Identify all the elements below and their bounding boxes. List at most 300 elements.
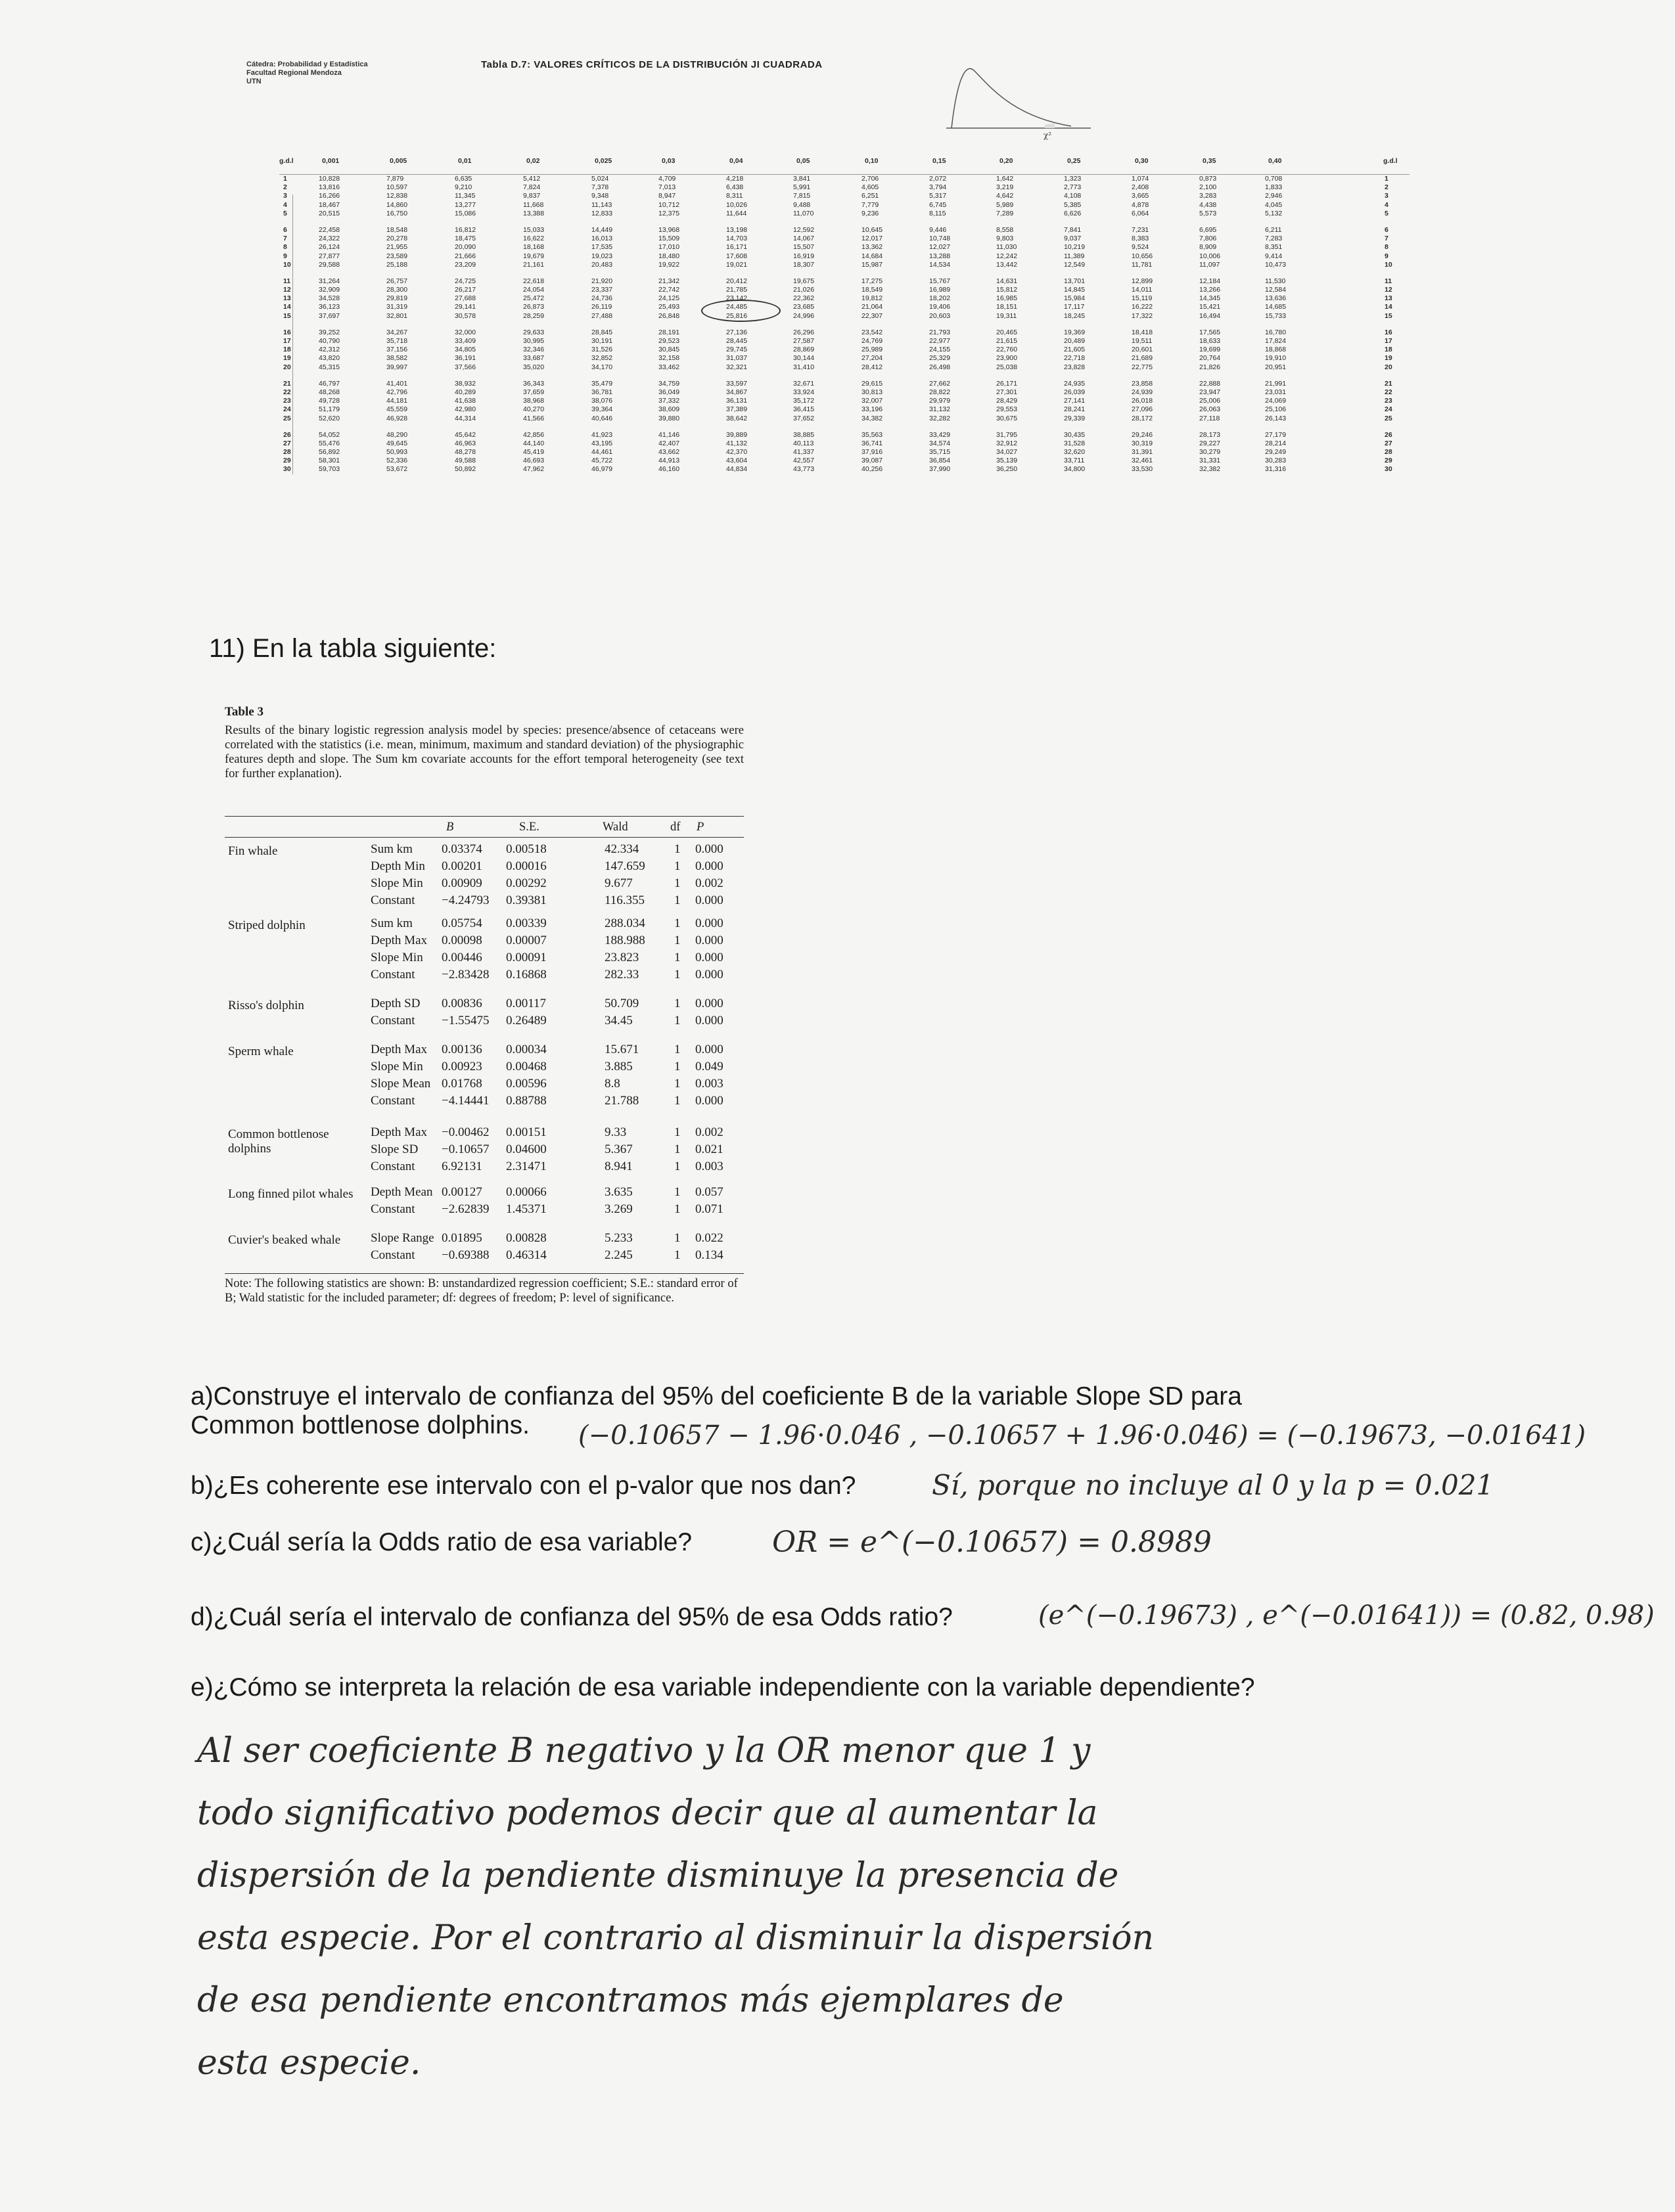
chi-value: 58,301 bbox=[319, 457, 340, 465]
chi-value: 22,618 bbox=[523, 277, 545, 285]
gdl-value: 2 bbox=[283, 183, 287, 192]
chi-value: 20,412 bbox=[726, 277, 748, 285]
chi-value: 36,854 bbox=[929, 457, 951, 465]
alpha-header: 0,01 bbox=[458, 157, 472, 165]
chi-value: 10,006 bbox=[1199, 252, 1221, 260]
chi-value: 52,336 bbox=[386, 457, 408, 465]
gdl-value: 20 bbox=[283, 363, 291, 371]
table3-value: 0.01768 bbox=[442, 1077, 482, 1091]
chi-value: 27,118 bbox=[1199, 414, 1220, 422]
chi-value: 21,666 bbox=[455, 252, 476, 260]
gdl-value-right: 20 bbox=[1385, 363, 1392, 371]
chi-value: 38,932 bbox=[455, 379, 476, 388]
chi-value: 26,757 bbox=[386, 277, 408, 285]
chi-table-row bbox=[279, 337, 1410, 346]
chi-value: 45,642 bbox=[455, 430, 476, 439]
table3-value: 9.33 bbox=[605, 1125, 627, 1139]
chi-value: 54,052 bbox=[319, 430, 340, 439]
chi-value: 12,549 bbox=[1064, 260, 1086, 269]
chi-value: 32,007 bbox=[861, 397, 883, 405]
chi-value: 32,671 bbox=[793, 379, 815, 388]
table3-header-rule bbox=[225, 837, 744, 838]
table3-value: 0.049 bbox=[695, 1060, 723, 1073]
chi-value: 9,803 bbox=[996, 235, 1014, 243]
chi-value: 36,781 bbox=[591, 388, 613, 396]
chi-value: 32,801 bbox=[386, 311, 408, 320]
table3-value: −4.14441 bbox=[442, 1094, 490, 1108]
gdl-value: 11 bbox=[283, 277, 291, 285]
table3-value: 0.021 bbox=[695, 1142, 723, 1156]
chi-table-row bbox=[279, 415, 1410, 423]
table3-value: 1 bbox=[674, 842, 681, 856]
chi-value: 22,362 bbox=[793, 294, 815, 303]
col-p: P bbox=[697, 821, 704, 834]
chi-value: 5,412 bbox=[523, 175, 541, 183]
table3-value: 0.000 bbox=[695, 951, 723, 964]
chi-value: 24,322 bbox=[319, 235, 340, 243]
chi-value: 7,013 bbox=[658, 183, 676, 192]
gdl-value-right: 22 bbox=[1385, 388, 1392, 396]
chi-value: 16,171 bbox=[726, 243, 748, 252]
table3-value: 0.002 bbox=[695, 1125, 723, 1139]
table3-value: 0.00828 bbox=[506, 1231, 547, 1245]
chi-value: 43,604 bbox=[726, 457, 748, 465]
table3-value: 288.034 bbox=[605, 916, 645, 930]
species-name: Common bottlenose dolphins bbox=[228, 1127, 329, 1156]
chi-value: 39,880 bbox=[658, 414, 680, 422]
chi-value: 33,196 bbox=[861, 405, 883, 414]
table3-value: −0.00462 bbox=[442, 1125, 490, 1139]
gdl-value-right: 12 bbox=[1385, 286, 1392, 294]
chi-value: 31,410 bbox=[793, 363, 815, 371]
chi-value: 35,020 bbox=[523, 363, 545, 371]
chi-table-row bbox=[279, 457, 1410, 465]
chi-value: 9,446 bbox=[929, 225, 947, 234]
chi-value: 29,227 bbox=[1199, 439, 1221, 447]
chi-value: 14,067 bbox=[793, 235, 815, 243]
table3-value: 0.000 bbox=[695, 968, 723, 982]
col-wald: Wald bbox=[603, 821, 628, 834]
chi-value: 29,523 bbox=[658, 337, 680, 345]
table3-value: 1 bbox=[674, 1231, 681, 1245]
chi-value: 33,429 bbox=[929, 430, 951, 439]
chi-value: 34,574 bbox=[929, 439, 951, 447]
table3-value: 42.334 bbox=[605, 842, 639, 856]
chi-value: 18,549 bbox=[861, 286, 883, 294]
chi-table-row bbox=[279, 440, 1410, 448]
chi-value: 34,759 bbox=[658, 379, 680, 388]
chi-value: 21,161 bbox=[523, 260, 545, 269]
chi-value: 35,139 bbox=[996, 457, 1018, 465]
alpha-header: 0,15 bbox=[932, 157, 946, 165]
chi-value: 42,856 bbox=[523, 430, 545, 439]
question-a-line2: Common bottlenose dolphins. bbox=[191, 1411, 530, 1439]
gdl-value: 18 bbox=[283, 346, 291, 354]
chi-value: 50,993 bbox=[386, 448, 408, 457]
table3-value: 0.000 bbox=[695, 1043, 723, 1056]
table3-value: 0.00292 bbox=[506, 876, 547, 890]
table3-value: 1 bbox=[674, 1043, 681, 1056]
gdl-value: 6 bbox=[283, 225, 287, 234]
table3-value: 0.134 bbox=[695, 1248, 723, 1262]
chi-value: 32,909 bbox=[319, 286, 340, 294]
chi-value: 36,250 bbox=[996, 465, 1018, 474]
chi-value: 30,144 bbox=[793, 354, 815, 363]
gdl-value: 28 bbox=[283, 448, 291, 457]
chi-value: 21,064 bbox=[861, 303, 883, 311]
chi-value: 29,979 bbox=[929, 397, 951, 405]
chi-value: 13,968 bbox=[658, 225, 680, 234]
chi-value: 19,021 bbox=[726, 260, 748, 269]
chi-value: 42,407 bbox=[658, 439, 680, 447]
alpha-header: 0,025 bbox=[595, 157, 612, 165]
variable-name: Slope Range bbox=[371, 1231, 434, 1245]
variable-name: Sum km bbox=[371, 916, 413, 930]
chi-value: 16,780 bbox=[1265, 328, 1287, 336]
table3-value: 1 bbox=[674, 876, 681, 890]
table3-value: 0.00117 bbox=[506, 997, 547, 1010]
chi-value: 24,939 bbox=[1132, 388, 1153, 396]
chi-value: 29,633 bbox=[523, 328, 545, 336]
chi-value: 48,290 bbox=[386, 430, 408, 439]
chi-value: 55,476 bbox=[319, 439, 340, 447]
variable-name: Depth Max bbox=[371, 1043, 428, 1056]
chi-value: 12,833 bbox=[591, 209, 613, 217]
gdl-value: 10 bbox=[283, 260, 291, 269]
chi-value: 37,389 bbox=[726, 405, 748, 414]
chi-value: 48,278 bbox=[455, 448, 476, 457]
chi-table-row bbox=[279, 380, 1410, 388]
chi-value: 24,769 bbox=[861, 337, 883, 345]
chi-value: 10,656 bbox=[1132, 252, 1153, 260]
table3-value: 1 bbox=[674, 1125, 681, 1139]
chi-value: 8,311 bbox=[726, 192, 743, 200]
chi-value: 17,824 bbox=[1265, 337, 1287, 345]
table3-value: −1.55475 bbox=[442, 1014, 490, 1027]
chi-value: 13,388 bbox=[523, 209, 545, 217]
chi-value: 5,573 bbox=[1199, 209, 1217, 217]
table3-value: 0.000 bbox=[695, 934, 723, 947]
chi-value: 49,588 bbox=[455, 457, 476, 465]
chi-value: 28,445 bbox=[726, 337, 748, 345]
table3-value: 116.355 bbox=[605, 893, 645, 907]
chi-value: 37,566 bbox=[455, 363, 476, 371]
table3-value: 0.05754 bbox=[442, 916, 482, 930]
chi-square-table bbox=[279, 154, 1410, 474]
chi-value: 29,819 bbox=[386, 294, 408, 303]
table3-value: 0.00909 bbox=[442, 876, 482, 890]
alpha-header: 0,005 bbox=[390, 157, 407, 165]
table3-value: 1 bbox=[674, 1160, 681, 1173]
chi-value: 44,181 bbox=[386, 397, 408, 405]
gdl-value-right: 3 bbox=[1385, 192, 1388, 200]
chi-value: 34,867 bbox=[726, 388, 748, 396]
chi-value: 27,688 bbox=[455, 294, 476, 303]
chi-value: 21,955 bbox=[386, 243, 408, 252]
chi-value: 46,797 bbox=[319, 379, 340, 388]
chi-value: 30,845 bbox=[658, 346, 680, 354]
chi-value: 22,760 bbox=[996, 346, 1018, 354]
chi-value: 41,638 bbox=[455, 397, 476, 405]
chi-value: 12,838 bbox=[386, 192, 408, 200]
table3-value: 1 bbox=[674, 968, 681, 982]
chi-value: 41,401 bbox=[386, 379, 408, 388]
chi-value: 11,345 bbox=[455, 192, 476, 200]
chi-value: 44,314 bbox=[455, 414, 476, 422]
answer-b: Sí, porque no incluye al 0 y la p = 0.021 bbox=[932, 1469, 1494, 1501]
chi-value: 37,916 bbox=[861, 448, 883, 457]
chi-value: 18,418 bbox=[1132, 328, 1153, 336]
chi-value: 4,642 bbox=[996, 192, 1014, 200]
table3-value: 0.057 bbox=[695, 1185, 723, 1199]
table3-value: 8.8 bbox=[605, 1077, 620, 1091]
chi-value: 19,910 bbox=[1265, 354, 1287, 363]
chi-table-row bbox=[279, 183, 1410, 192]
table3-value: 0.04600 bbox=[506, 1142, 547, 1156]
table3-value: 0.00201 bbox=[442, 859, 482, 873]
chi-value: 8,947 bbox=[658, 192, 676, 200]
chi-value: 14,631 bbox=[996, 277, 1018, 285]
alpha-header: 0,25 bbox=[1067, 157, 1081, 165]
chi-value: 44,913 bbox=[658, 457, 680, 465]
chi-value: 43,773 bbox=[793, 465, 815, 474]
chi-value: 24,725 bbox=[455, 277, 476, 285]
chi-table-row bbox=[279, 354, 1410, 363]
chi-value: 5,991 bbox=[793, 183, 811, 192]
chi-value: 14,685 bbox=[1265, 303, 1287, 311]
chi-value: 23,031 bbox=[1265, 388, 1287, 396]
gdl-value: 24 bbox=[283, 405, 291, 414]
chi-value: 9,037 bbox=[1064, 235, 1082, 243]
chi-value: 12,017 bbox=[861, 235, 883, 243]
chi-value: 23,858 bbox=[1132, 379, 1153, 388]
chi-value: 40,790 bbox=[319, 337, 340, 345]
gdl-value-right: 5 bbox=[1385, 209, 1388, 217]
chi-value: 18,151 bbox=[996, 303, 1018, 311]
chi-value: 19,511 bbox=[1132, 337, 1153, 345]
chi-value: 18,480 bbox=[658, 252, 680, 260]
species-name: Sperm whale bbox=[228, 1045, 294, 1058]
table3-value: 2.31471 bbox=[506, 1160, 547, 1173]
chi-value: 26,039 bbox=[1064, 388, 1086, 396]
chi-value: 22,977 bbox=[929, 337, 951, 345]
alpha-header: 0,04 bbox=[729, 157, 743, 165]
table3-value: 0.26489 bbox=[506, 1014, 547, 1027]
gdl-value-right: 23 bbox=[1385, 397, 1392, 405]
chi-table-header bbox=[279, 154, 1410, 175]
gdl-value-right: 10 bbox=[1385, 260, 1392, 269]
chi-value: 34,800 bbox=[1064, 465, 1086, 474]
chi-value: 36,343 bbox=[523, 379, 545, 388]
chi-value: 37,156 bbox=[386, 346, 408, 354]
gdl-value-right: 1 bbox=[1385, 175, 1388, 183]
chi-value: 1,323 bbox=[1064, 175, 1082, 183]
alpha-header: 0,30 bbox=[1135, 157, 1149, 165]
species-name: Risso's dolphin bbox=[228, 999, 304, 1012]
chi-value: 29,339 bbox=[1064, 414, 1086, 422]
answer-c: OR = e^(−0.10657) = 0.8989 bbox=[772, 1525, 1212, 1559]
chi-table-row bbox=[279, 346, 1410, 354]
chi-value: 16,222 bbox=[1132, 303, 1153, 311]
chi-value: 13,816 bbox=[319, 183, 340, 192]
chi-value: 28,845 bbox=[591, 328, 613, 336]
chi-value: 43,195 bbox=[591, 439, 613, 447]
chi-value: 7,824 bbox=[523, 183, 541, 192]
table3-value: 6.92131 bbox=[442, 1160, 482, 1173]
chi-value: 30,813 bbox=[861, 388, 883, 396]
gdl-value-right: 30 bbox=[1385, 465, 1392, 474]
chi-value: 1,642 bbox=[996, 175, 1014, 183]
chi-value: 44,140 bbox=[523, 439, 545, 447]
chi-value: 33,597 bbox=[726, 379, 748, 388]
chi-value: 28,214 bbox=[1265, 439, 1287, 447]
chi-table-row bbox=[279, 261, 1410, 269]
variable-name: Constant bbox=[371, 1248, 415, 1262]
variable-name: Slope SD bbox=[371, 1142, 419, 1156]
chi-value: 7,378 bbox=[591, 183, 609, 192]
chi-value: 15,509 bbox=[658, 235, 680, 243]
chi-value: 15,119 bbox=[1132, 294, 1153, 303]
table3-value: 0.00468 bbox=[506, 1060, 547, 1073]
chi-value: 33,711 bbox=[1064, 457, 1085, 465]
chi-value: 5,024 bbox=[591, 175, 609, 183]
gdl-value-right: 18 bbox=[1385, 346, 1392, 354]
chi-value: 27,096 bbox=[1132, 405, 1153, 414]
chi-value: 11,389 bbox=[1064, 252, 1085, 260]
chi-value: 36,131 bbox=[726, 397, 748, 405]
table3-value: 1 bbox=[674, 1060, 681, 1073]
gdl-value-right: 29 bbox=[1385, 457, 1392, 465]
chi-value: 31,526 bbox=[591, 346, 613, 354]
chi-value: 11,030 bbox=[996, 243, 1017, 252]
chi-value: 34,170 bbox=[591, 363, 613, 371]
chi-table-row bbox=[279, 363, 1410, 372]
chi-value: 26,171 bbox=[996, 379, 1018, 388]
variable-name: Constant bbox=[371, 893, 415, 907]
chi-value: 20,601 bbox=[1132, 346, 1153, 354]
chi-value: 23,828 bbox=[1064, 363, 1086, 371]
table3-value: 0.00836 bbox=[442, 997, 482, 1010]
chi-value: 28,172 bbox=[1132, 414, 1153, 422]
chi-value: 22,307 bbox=[861, 311, 883, 320]
chi-value: 25,038 bbox=[996, 363, 1018, 371]
table3-value: 21.788 bbox=[605, 1094, 639, 1108]
circled-value-mark bbox=[701, 300, 781, 322]
chi-value: 15,033 bbox=[523, 225, 545, 234]
chi-value: 36,741 bbox=[861, 439, 883, 447]
answer-d: (e^(−0.19673) , e^(−0.01641)) = (0.82, 0.98) bbox=[1038, 1600, 1655, 1631]
chi-value: 10,645 bbox=[861, 225, 883, 234]
chi-value: 31,528 bbox=[1064, 439, 1086, 447]
chi-value: 17,565 bbox=[1199, 328, 1221, 336]
variable-name: Constant bbox=[371, 1014, 415, 1027]
chi-value: 10,219 bbox=[1064, 243, 1086, 252]
chi-value: 28,429 bbox=[996, 397, 1018, 405]
chi-table-row bbox=[279, 465, 1410, 474]
chi-value: 28,241 bbox=[1064, 405, 1086, 414]
chi-value: 18,548 bbox=[386, 225, 408, 234]
chi-value: 38,885 bbox=[793, 430, 815, 439]
chi-value: 37,990 bbox=[929, 465, 951, 474]
table3-value: 23.823 bbox=[605, 951, 639, 964]
chi-value: 38,642 bbox=[726, 414, 748, 422]
chi-value: 42,796 bbox=[386, 388, 408, 396]
chi-value: 46,963 bbox=[455, 439, 476, 447]
chi-value: 30,675 bbox=[996, 414, 1018, 422]
chi-value: 21,991 bbox=[1265, 379, 1287, 388]
chi-value: 30,578 bbox=[455, 311, 476, 320]
gdl-value-right: 21 bbox=[1385, 379, 1392, 388]
chi-value: 16,494 bbox=[1199, 311, 1221, 320]
chi-value: 13,198 bbox=[726, 225, 748, 234]
chi-value: 31,319 bbox=[386, 303, 408, 311]
chi-value: 17,535 bbox=[591, 243, 613, 252]
chi-value: 17,117 bbox=[1064, 303, 1085, 311]
chi-value: 47,962 bbox=[523, 465, 545, 474]
chi-value: 2,072 bbox=[929, 175, 947, 183]
chi-value: 18,868 bbox=[1265, 346, 1287, 354]
chi-value: 29,141 bbox=[455, 303, 476, 311]
chi-value: 25,329 bbox=[929, 354, 951, 363]
chi-value: 8,351 bbox=[1265, 243, 1283, 252]
gdl-value-right: 27 bbox=[1385, 439, 1392, 447]
chi-value: 27,136 bbox=[726, 328, 748, 336]
chi-value: 35,715 bbox=[929, 448, 951, 457]
chi-value: 11,070 bbox=[793, 209, 814, 217]
chi-value: 16,985 bbox=[996, 294, 1018, 303]
chi-value: 44,461 bbox=[591, 448, 613, 457]
chi-value: 18,633 bbox=[1199, 337, 1221, 345]
chi-value: 37,652 bbox=[793, 414, 815, 422]
gdl-label-left: g.d.l bbox=[279, 157, 294, 165]
chi-value: 24,155 bbox=[929, 346, 951, 354]
gdl-value: 13 bbox=[283, 294, 291, 303]
chi-value: 35,479 bbox=[591, 379, 613, 388]
chi-value: 31,795 bbox=[996, 430, 1018, 439]
chi-table-row bbox=[279, 175, 1410, 183]
chi-value: 41,132 bbox=[726, 439, 748, 447]
chi-value: 26,217 bbox=[455, 286, 476, 294]
chi-value: 10,597 bbox=[386, 183, 408, 192]
table3-value: 0.071 bbox=[695, 1202, 723, 1216]
answer-e-line: todo significativo podemos decir que al aumentar la bbox=[197, 1794, 1098, 1833]
chi-value: 12,027 bbox=[929, 243, 951, 252]
chi-value: 7,841 bbox=[1064, 225, 1082, 234]
table3-value: 0.00016 bbox=[506, 859, 547, 873]
chi-value: 20,278 bbox=[386, 235, 408, 243]
chi-table-row bbox=[279, 277, 1410, 286]
chi-value: 19,812 bbox=[861, 294, 883, 303]
chi-value: 31,391 bbox=[1132, 448, 1153, 457]
chi-value: 51,179 bbox=[319, 405, 340, 414]
gdl-value-right: 6 bbox=[1385, 225, 1388, 234]
table3-value: 147.659 bbox=[605, 859, 645, 873]
table3-note: Note: The following statistics are shown: B: unstandardized regression coefficient; S.E.: standard error of B; Wald statistic for the included parameter; df: degrees of freedom; P: level of significance. bbox=[225, 1277, 738, 1305]
chi-value: 15,507 bbox=[793, 243, 815, 252]
chi-value: 24,485 bbox=[726, 303, 748, 311]
chi-value: 42,557 bbox=[793, 457, 815, 465]
chi-value: 12,375 bbox=[658, 209, 680, 217]
chi-value: 13,701 bbox=[1064, 277, 1086, 285]
chi-value: 32,158 bbox=[658, 354, 680, 363]
chi-value: 31,316 bbox=[1265, 465, 1287, 474]
chi-value: 27,301 bbox=[996, 388, 1018, 396]
table3-value: 0.00136 bbox=[442, 1043, 482, 1056]
chi-value: 35,172 bbox=[793, 397, 815, 405]
chi-value: 21,605 bbox=[1064, 346, 1086, 354]
variable-name: Depth SD bbox=[371, 997, 421, 1010]
chi-value: 25,989 bbox=[861, 346, 883, 354]
